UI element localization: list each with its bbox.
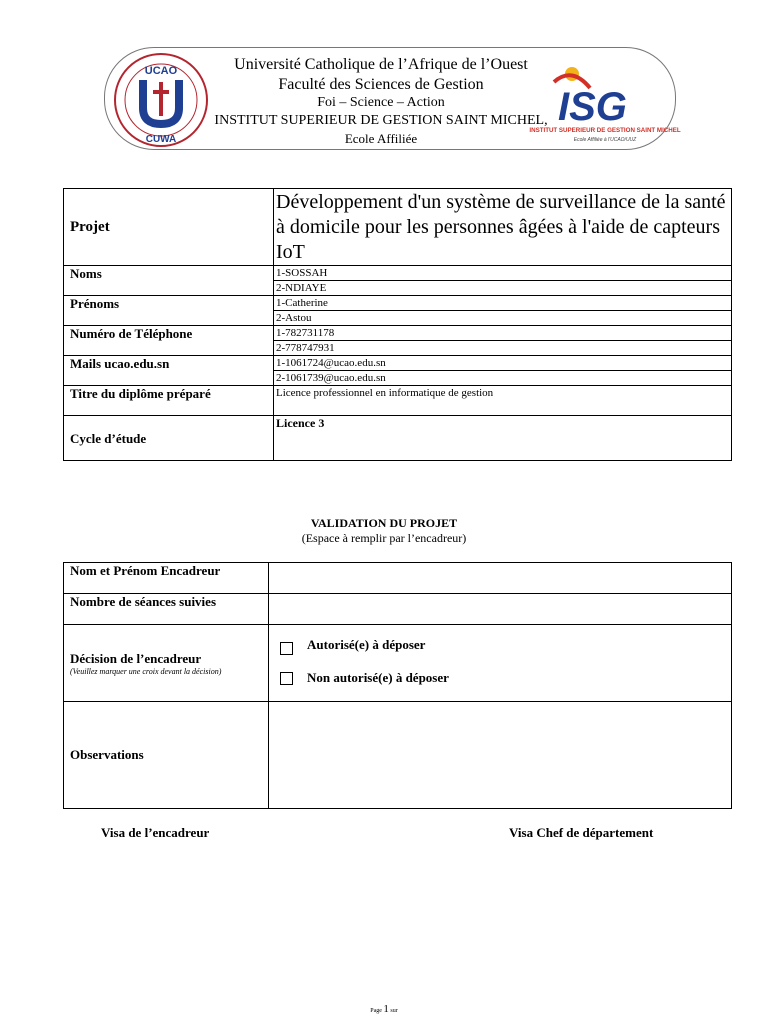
university-name: Université Catholique de l’Afrique de l’Ouest xyxy=(234,56,528,73)
option-not-authorized[interactable] xyxy=(271,663,729,693)
faculty-name: Faculté des Sciences de Gestion xyxy=(278,76,484,93)
project-title: Développement d'un système de surveillance de la santé à domicile pour les personnes âgées à l'aide de capteurs IoT xyxy=(274,189,732,266)
table-row xyxy=(64,326,732,356)
table-row xyxy=(64,625,732,702)
cycle-label: Cycle d’étude xyxy=(64,416,274,461)
row-label: Titre du diplôme préparé xyxy=(64,386,274,416)
table-row xyxy=(64,563,732,594)
affiliation: Ecole Affiliée xyxy=(344,131,418,146)
authorized-label: Autorisé(e) à déposer xyxy=(307,637,426,652)
table-row xyxy=(64,702,732,809)
row-value: 1-782731178 xyxy=(274,326,731,341)
row-value: 2-778747931 xyxy=(276,342,335,354)
table-row xyxy=(64,296,732,326)
supervisor-signature-label: Visa de l’encadreur xyxy=(101,825,210,840)
cycle-value: Licence 3 xyxy=(274,416,732,461)
page-footer xyxy=(0,1003,768,1015)
page-word: Page xyxy=(370,1008,382,1014)
motto: Foi – Science – Action xyxy=(317,95,445,110)
row-value: 2-1061739@ucao.edu.sn xyxy=(276,372,386,384)
isg-logo-text: ISG xyxy=(558,85,627,129)
row-label: Noms xyxy=(64,266,274,296)
table-row xyxy=(64,386,732,416)
row-value: Licence professionnel en informatique de gestion xyxy=(276,387,494,399)
ucao-logo-bottom-text: CUWA xyxy=(145,134,177,145)
table-row xyxy=(64,356,732,386)
isg-logo-subtitle: INSTITUT SUPERIEUR DE GESTION SAINT MICHEL xyxy=(529,127,681,134)
ucao-logo-top-text: UCAO xyxy=(144,65,178,77)
isg-logo-subtitle2: Ecole Affiliée à l'UCAO/UUZ xyxy=(573,137,637,143)
not-authorized-checkbox[interactable] xyxy=(280,672,293,685)
supervisor-label: Nom et Prénom Encadreur xyxy=(64,563,269,594)
ucao-logo xyxy=(113,52,209,148)
row-label: Mails ucao.edu.sn xyxy=(64,356,274,386)
row-value: 1-SOSSAH xyxy=(274,266,731,281)
table-row xyxy=(64,416,732,461)
authorized-checkbox[interactable] xyxy=(280,642,293,655)
row-label: Numéro de Téléphone xyxy=(64,326,274,356)
row-value: 2-NDIAYE xyxy=(276,282,327,294)
table-row xyxy=(64,266,732,296)
decision-label: Décision de l’encadreur xyxy=(70,650,202,666)
project-label: Projet xyxy=(64,189,274,266)
row-label: Prénoms xyxy=(64,296,274,326)
supervisor-field[interactable] xyxy=(269,563,732,594)
row-value: 1-1061724@ucao.edu.sn xyxy=(274,356,731,371)
observations-field[interactable] xyxy=(269,702,732,809)
project-info-table xyxy=(63,188,732,461)
validation-subtitle: (Espace à remplir par l’encadreur) xyxy=(301,531,467,545)
row-value: 2-Astou xyxy=(276,312,312,324)
department-head-signature-label: Visa Chef de département xyxy=(509,825,654,840)
not-authorized-label: Non autorisé(e) à déposer xyxy=(307,670,449,685)
decision-note: (Veuillez marquer une croix devant la décision) xyxy=(70,666,222,676)
institute-name: INSTITUT SUPERIEUR DE GESTION SAINT MICHEL, xyxy=(214,113,548,128)
table-row xyxy=(64,594,732,625)
validation-table xyxy=(63,562,732,809)
page-sep: sur xyxy=(390,1008,398,1014)
header-text xyxy=(214,55,548,148)
validation-title: VALIDATION DU PROJET xyxy=(310,516,458,530)
option-authorized[interactable] xyxy=(271,633,729,663)
sessions-field[interactable] xyxy=(269,594,732,625)
page-number: 1 xyxy=(383,1003,389,1015)
row-value: 1-Catherine xyxy=(274,296,731,311)
observations-label: Observations xyxy=(64,702,269,809)
isg-logo xyxy=(529,60,681,146)
sessions-label: Nombre de séances suivies xyxy=(64,594,269,625)
